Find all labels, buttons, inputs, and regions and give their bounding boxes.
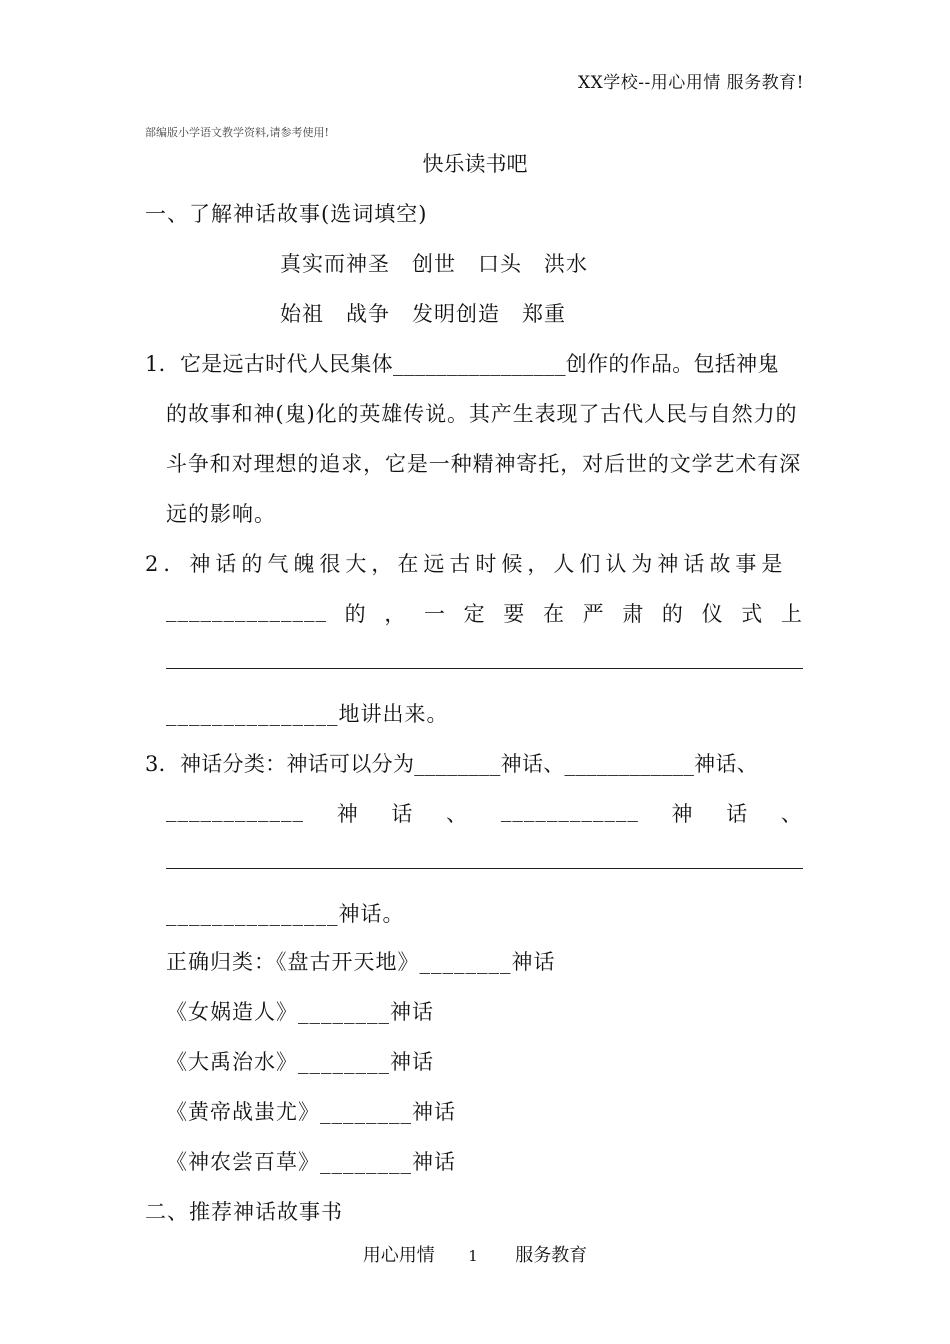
q2-word: 定: [463, 602, 486, 626]
q3-line-4: _______________神话。: [166, 902, 405, 926]
q2-word: 一: [423, 602, 446, 626]
q2-line-2: [166, 598, 803, 628]
q2-word: 上: [780, 602, 803, 626]
word-bank-row-1: 真实而神圣 创世 口头 洪水: [280, 252, 588, 276]
q3-word: 神: [671, 802, 694, 826]
q1-line-4: 远的影响。: [166, 502, 276, 526]
q2-line-4: _______________地讲出来。: [166, 702, 449, 726]
q2-word: 要: [503, 602, 526, 626]
q2-word: 肃: [622, 602, 645, 626]
page-number: 1: [468, 1247, 478, 1265]
q3-word: 话: [391, 802, 414, 826]
q3-line-1: 3．神话分类：神话可以分为________神话、____________神话、: [145, 752, 759, 776]
q3-word: 、: [780, 802, 803, 826]
classify-item-2: 《女娲造人》________神话: [166, 1000, 434, 1024]
q3-word: 、: [446, 802, 469, 826]
q3-blank[interactable]: ____________: [166, 798, 304, 822]
q2-word: 严: [582, 602, 605, 626]
page-title: 快乐读书吧: [422, 152, 528, 176]
page-footer: [0, 1241, 950, 1267]
q3-blank[interactable]: ____________: [500, 798, 639, 822]
q1-line-1: 1．它是远古时代人民集体________________创作的作品。包括神鬼: [145, 352, 779, 376]
classify-item-4: 《黄帝战蚩尤》________神话: [166, 1100, 456, 1124]
q2-line-1: 2．神话的气魄很大，在远古时候，人们认为神话故事是: [145, 552, 788, 576]
q1-line-3: 斗争和对理想的追求，它是一种精神寄托，对后世的文学艺术有深: [166, 452, 802, 476]
q2-word: ，: [384, 602, 407, 626]
q2-blank-1[interactable]: ______________: [166, 598, 327, 622]
classify-item-3: 《大禹治水》________神话: [166, 1050, 434, 1074]
classify-item-5: 《神农尝百草》________神话: [166, 1150, 456, 1174]
q2-answer-line[interactable]: [166, 668, 803, 669]
section-1-heading: 一、了解神话故事(选词填空): [145, 202, 428, 226]
q3-answer-line[interactable]: [166, 868, 803, 869]
section-2-heading: 二、推荐神话故事书: [145, 1200, 343, 1224]
classify-item-1: 正确归类：《盘古开天地》________神话: [166, 950, 556, 974]
page-header: XX学校--用心用情 服务教育!: [578, 73, 804, 93]
footer-right: 服务教育: [515, 1245, 588, 1266]
q3-word: 神: [336, 802, 359, 826]
q1-line-2: 的故事和神(鬼)化的英雄传说。其产生表现了古代人民与自然力的: [166, 402, 798, 426]
q2-word: 仪: [701, 602, 724, 626]
q2-word: 在: [542, 602, 565, 626]
usage-note: 部编版小学语文教学资料,请参考使用!: [145, 126, 329, 139]
q2-word: 的: [661, 602, 684, 626]
word-bank-row-2: 始祖 战争 发明创造 郑重: [280, 302, 566, 326]
q2-word: 式: [741, 602, 764, 626]
q2-word: 的: [344, 602, 367, 626]
q3-word: 话: [726, 802, 749, 826]
footer-left: 用心用情: [362, 1245, 435, 1266]
q3-line-2: [166, 798, 803, 828]
